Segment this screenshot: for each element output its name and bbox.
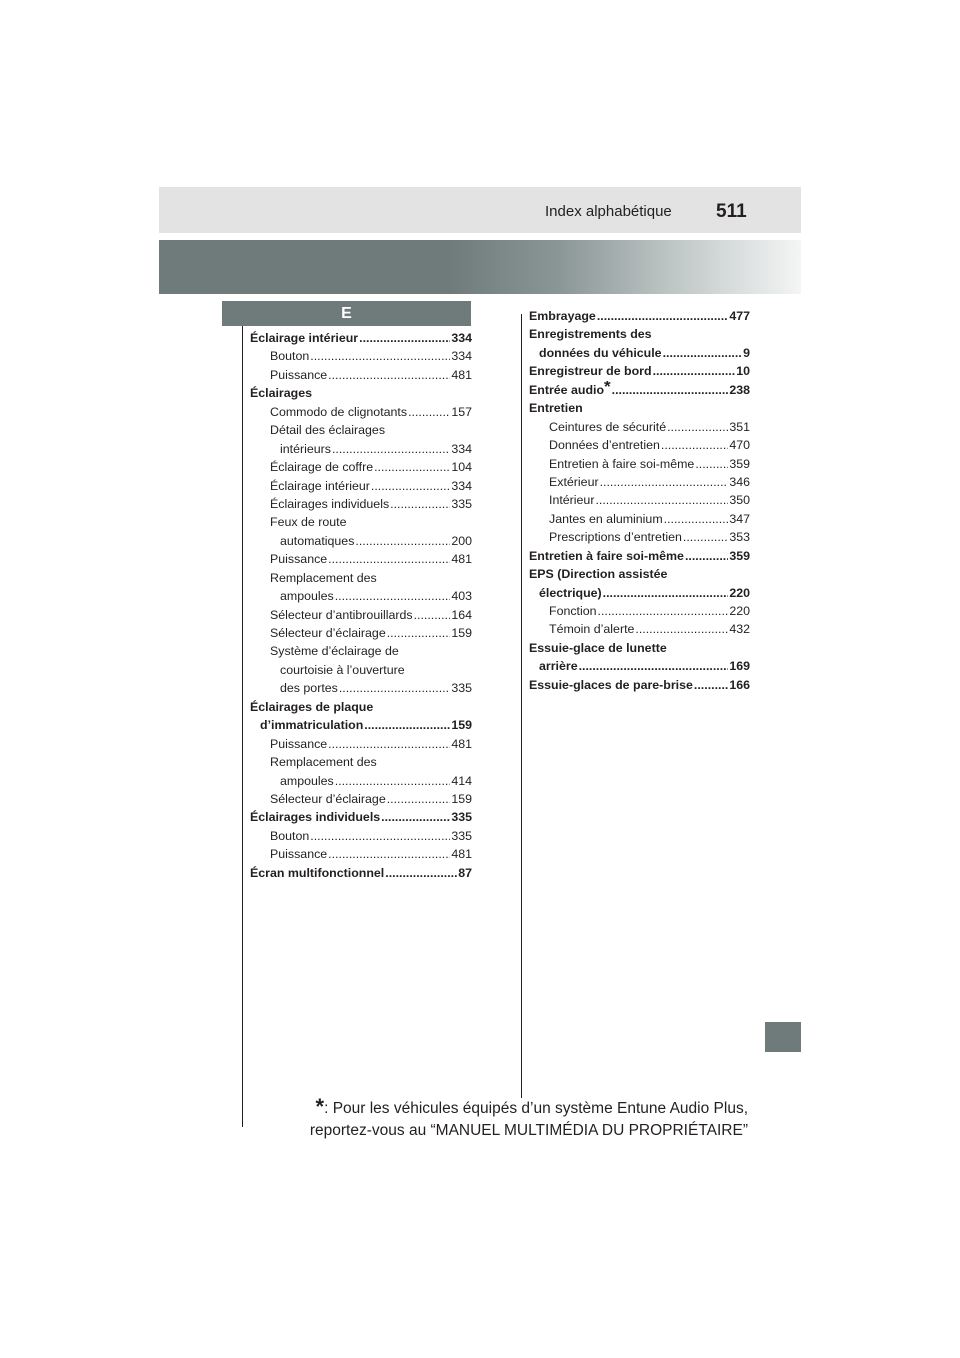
dot-leader bbox=[328, 550, 450, 568]
entry-text: des portes bbox=[280, 681, 338, 696]
entry-text: Extérieur bbox=[549, 474, 599, 489]
entry-page-number: 359 bbox=[729, 456, 750, 471]
dot-leader bbox=[328, 366, 450, 384]
entry-text: Prescriptions d’entretien bbox=[549, 530, 682, 545]
dot-leader bbox=[328, 845, 450, 863]
index-entry bbox=[529, 473, 750, 491]
index-entry bbox=[250, 772, 472, 790]
index-entry bbox=[529, 676, 750, 694]
entry-page-number: 414 bbox=[451, 773, 472, 788]
dot-leader bbox=[597, 307, 729, 325]
entry-text: Entrée audio bbox=[529, 382, 605, 397]
entry-text: Commodo de clignotants bbox=[270, 404, 408, 419]
index-entry bbox=[250, 698, 472, 716]
dot-leader bbox=[387, 790, 451, 808]
index-entry bbox=[529, 307, 750, 325]
index-entry bbox=[250, 347, 472, 365]
entry-page-number: 481 bbox=[451, 847, 472, 862]
dot-leader bbox=[364, 716, 450, 734]
index-entry bbox=[250, 716, 472, 734]
entry-text: Témoin d’alerte bbox=[549, 622, 635, 637]
entry-page-number: 481 bbox=[451, 736, 472, 751]
dot-leader bbox=[600, 473, 729, 491]
decorative-band bbox=[159, 240, 801, 294]
index-entry bbox=[529, 325, 750, 343]
entry-page-number: 334 bbox=[451, 349, 472, 364]
index-entry bbox=[250, 495, 472, 513]
dot-leader bbox=[694, 676, 728, 694]
entry-page-number: 164 bbox=[451, 607, 472, 622]
index-entry bbox=[250, 587, 472, 605]
index-entry bbox=[250, 532, 472, 550]
entry-page-number: 334 bbox=[451, 441, 472, 456]
entry-text: Entretien à faire soi-même bbox=[529, 548, 684, 563]
entry-page-number: 334 bbox=[451, 331, 472, 345]
dot-leader bbox=[661, 436, 728, 454]
index-entry bbox=[250, 790, 472, 808]
entry-page-number: 359 bbox=[729, 548, 750, 563]
entry-page-number: 481 bbox=[451, 367, 472, 382]
entry-page-number: 353 bbox=[729, 530, 750, 545]
entry-text: Ceintures de sécurité bbox=[549, 419, 667, 434]
footnote bbox=[309, 1094, 748, 1142]
entry-page-number: 350 bbox=[729, 493, 750, 508]
entry-text: intérieurs bbox=[280, 441, 331, 456]
index-letter-tab: E bbox=[222, 301, 471, 326]
entry-page-number: 470 bbox=[729, 438, 750, 453]
entry-page-number: 335 bbox=[451, 810, 472, 825]
entry-text: électrique) bbox=[539, 585, 602, 600]
entry-page-number: 166 bbox=[729, 677, 750, 692]
dot-leader bbox=[339, 679, 450, 697]
index-entry bbox=[250, 753, 472, 771]
dot-leader bbox=[310, 347, 450, 365]
index-entry bbox=[529, 344, 750, 362]
entry-text: Enregistreur de bord bbox=[529, 364, 652, 379]
entry-text: automatiques bbox=[280, 533, 355, 548]
entry-page-number: 346 bbox=[729, 474, 750, 489]
dot-leader bbox=[414, 606, 451, 624]
entry-page-number: 238 bbox=[729, 382, 750, 397]
dot-leader bbox=[328, 735, 450, 753]
index-entry bbox=[250, 569, 472, 587]
index-entry bbox=[250, 477, 472, 495]
dot-leader bbox=[335, 587, 451, 605]
entry-text: ampoules bbox=[280, 589, 334, 604]
dot-leader bbox=[385, 864, 457, 882]
section-title: Index alphabétique bbox=[545, 203, 672, 220]
index-entry bbox=[250, 864, 472, 882]
index-column-right bbox=[529, 307, 750, 694]
index-entry bbox=[250, 679, 472, 697]
index-entry bbox=[250, 735, 472, 753]
entry-page-number: 335 bbox=[451, 828, 472, 843]
index-entry bbox=[250, 808, 472, 826]
index-entry bbox=[250, 642, 472, 660]
entry-text: Intérieur bbox=[549, 493, 595, 508]
entry-text: Sélecteur d’éclairage bbox=[270, 626, 386, 640]
entry-text: Éclairages bbox=[250, 386, 312, 401]
dot-leader bbox=[664, 510, 729, 528]
entry-text: Feux de route bbox=[270, 515, 347, 530]
entry-text: Remplacement des bbox=[270, 755, 377, 770]
index-entry bbox=[250, 661, 472, 679]
index-entry bbox=[529, 547, 750, 565]
entry-text: arrière bbox=[539, 659, 578, 674]
index-entry bbox=[529, 620, 750, 638]
dot-leader bbox=[390, 495, 450, 513]
entry-page-number: 169 bbox=[729, 659, 750, 674]
index-entry bbox=[250, 550, 472, 568]
index-entry bbox=[250, 827, 472, 845]
entry-text: Enregistrements des bbox=[529, 327, 652, 342]
entry-page-number: 477 bbox=[729, 309, 750, 323]
dot-leader bbox=[683, 528, 728, 546]
index-entry bbox=[529, 455, 750, 473]
index-column-left bbox=[250, 329, 472, 882]
entry-page-number: 9 bbox=[743, 345, 750, 360]
dot-leader bbox=[371, 477, 450, 495]
entry-text: Éclairage intérieur bbox=[270, 478, 370, 493]
index-entry bbox=[250, 458, 472, 476]
index-entry: Entrée audio * ..... 238 bbox=[529, 381, 750, 399]
index-entry bbox=[529, 491, 750, 509]
entry-text: données du véhicule bbox=[539, 345, 662, 360]
index-entry bbox=[529, 528, 750, 546]
entry-page-number: 481 bbox=[451, 552, 472, 567]
dot-leader bbox=[603, 584, 729, 602]
entry-text: Puissance bbox=[270, 552, 328, 567]
dot-leader bbox=[598, 602, 729, 620]
footnote-line-1: *: Pour les véhicules équipés d’un système Entune Audio Plus, bbox=[315, 1094, 748, 1119]
dot-leader bbox=[387, 624, 451, 642]
entry-text: Éclairage intérieur bbox=[250, 331, 359, 345]
index-entry bbox=[529, 584, 750, 602]
index-entry bbox=[250, 403, 472, 421]
index-entry bbox=[250, 513, 472, 531]
entry-text: Bouton bbox=[270, 828, 310, 843]
dot-leader bbox=[612, 381, 729, 399]
entry-text: Remplacement des bbox=[270, 570, 377, 585]
entry-text: Données d’entretien bbox=[549, 438, 660, 453]
footnote-line-2: reportez-vous au “MANUEL MULTIMÉDIA DU PROPRIÉTAIRE” bbox=[309, 1122, 748, 1139]
dot-leader bbox=[579, 657, 729, 675]
entry-page-number: 159 bbox=[451, 718, 472, 733]
dot-leader bbox=[663, 344, 743, 362]
entry-text: Essuie-glace de lunette bbox=[529, 640, 667, 655]
dot-leader bbox=[667, 418, 728, 436]
page-number: 511 bbox=[716, 201, 747, 222]
dot-leader bbox=[685, 547, 728, 565]
entry-page-number: 403 bbox=[451, 589, 472, 604]
index-entry bbox=[529, 399, 750, 417]
entry-page-number: 351 bbox=[729, 419, 750, 434]
dot-leader bbox=[381, 808, 450, 826]
index-entry bbox=[250, 421, 472, 439]
entry-text: Écran multifonctionnel bbox=[250, 865, 385, 880]
entry-page-number: 220 bbox=[729, 585, 750, 600]
index-entry bbox=[529, 436, 750, 454]
entry-page-number: 87 bbox=[458, 865, 472, 880]
dot-leader bbox=[355, 532, 450, 550]
entry-text: Puissance bbox=[270, 847, 328, 862]
entry-text: Fonction bbox=[549, 604, 597, 618]
index-entry bbox=[250, 384, 472, 402]
entry-page-number: 200 bbox=[451, 533, 472, 548]
right-column-rule bbox=[521, 314, 522, 1098]
entry-page-number: 104 bbox=[451, 460, 472, 475]
entry-text: Jantes en aluminium bbox=[549, 511, 663, 526]
entry-text: Sélecteur d’antibrouillards bbox=[270, 607, 413, 622]
entry-text: Détail des éclairages bbox=[270, 423, 386, 438]
entry-text: Éclairages de plaque bbox=[250, 699, 374, 714]
dot-leader bbox=[408, 403, 450, 421]
entry-text: Sélecteur d’éclairage bbox=[270, 791, 386, 806]
dot-leader bbox=[635, 620, 728, 638]
index-entry bbox=[250, 366, 472, 384]
chapter-tab bbox=[765, 1022, 801, 1052]
entry-text: Puissance bbox=[270, 367, 328, 382]
entry-page-number: 220 bbox=[729, 604, 750, 618]
entry-page-number: 347 bbox=[729, 511, 750, 526]
left-column-rule bbox=[242, 326, 243, 1127]
entry-text: Essuie-glaces de pare-brise bbox=[529, 677, 693, 692]
dot-leader bbox=[653, 362, 736, 380]
dot-leader bbox=[695, 455, 728, 473]
index-entry bbox=[529, 418, 750, 436]
dot-leader bbox=[359, 329, 450, 347]
entry-text: Puissance bbox=[270, 736, 328, 751]
header-band bbox=[159, 187, 801, 233]
dot-leader bbox=[335, 772, 451, 790]
index-entry bbox=[250, 440, 472, 458]
entry-text: d’immatriculation bbox=[260, 718, 364, 733]
entry-text: Bouton bbox=[270, 349, 310, 364]
index-entry bbox=[250, 329, 472, 347]
entry-text: Éclairages individuels bbox=[270, 496, 390, 511]
entry-page-number: 432 bbox=[729, 622, 750, 637]
entry-page-number: 335 bbox=[451, 681, 472, 696]
entry-text: Entretien bbox=[529, 401, 583, 416]
dot-leader bbox=[595, 491, 728, 509]
entry-page-number: 10 bbox=[736, 364, 750, 379]
index-entry bbox=[250, 624, 472, 642]
dot-leader bbox=[374, 458, 450, 476]
entry-page-number: 334 bbox=[451, 478, 472, 493]
index-entry bbox=[250, 606, 472, 624]
index-entry bbox=[529, 510, 750, 528]
index-entry bbox=[529, 565, 750, 583]
entry-page-number: 157 bbox=[451, 404, 472, 419]
entry-text: Embrayage bbox=[529, 309, 596, 323]
entry-text: Éclairages individuels bbox=[250, 810, 381, 825]
index-entry bbox=[529, 657, 750, 675]
entry-page-number: 335 bbox=[451, 496, 472, 511]
entry-text: ampoules bbox=[280, 773, 334, 788]
entry-page-number: 159 bbox=[451, 791, 472, 806]
footnote-marker: * bbox=[315, 1094, 325, 1119]
entry-text: EPS (Direction assistée bbox=[529, 567, 668, 582]
index-entry bbox=[529, 362, 750, 380]
entry-text: courtoisie à l’ouverture bbox=[280, 662, 405, 677]
entry-page-number: 159 bbox=[451, 626, 472, 640]
entry-text: Éclairage de coffre bbox=[270, 460, 374, 475]
index-entry bbox=[529, 639, 750, 657]
index-entry bbox=[250, 845, 472, 863]
dot-leader bbox=[310, 827, 450, 845]
entry-text: Entretien à faire soi-même bbox=[549, 456, 695, 471]
entry-text: Système d’éclairage de bbox=[270, 644, 399, 659]
index-entry bbox=[529, 602, 750, 620]
dot-leader bbox=[332, 440, 450, 458]
